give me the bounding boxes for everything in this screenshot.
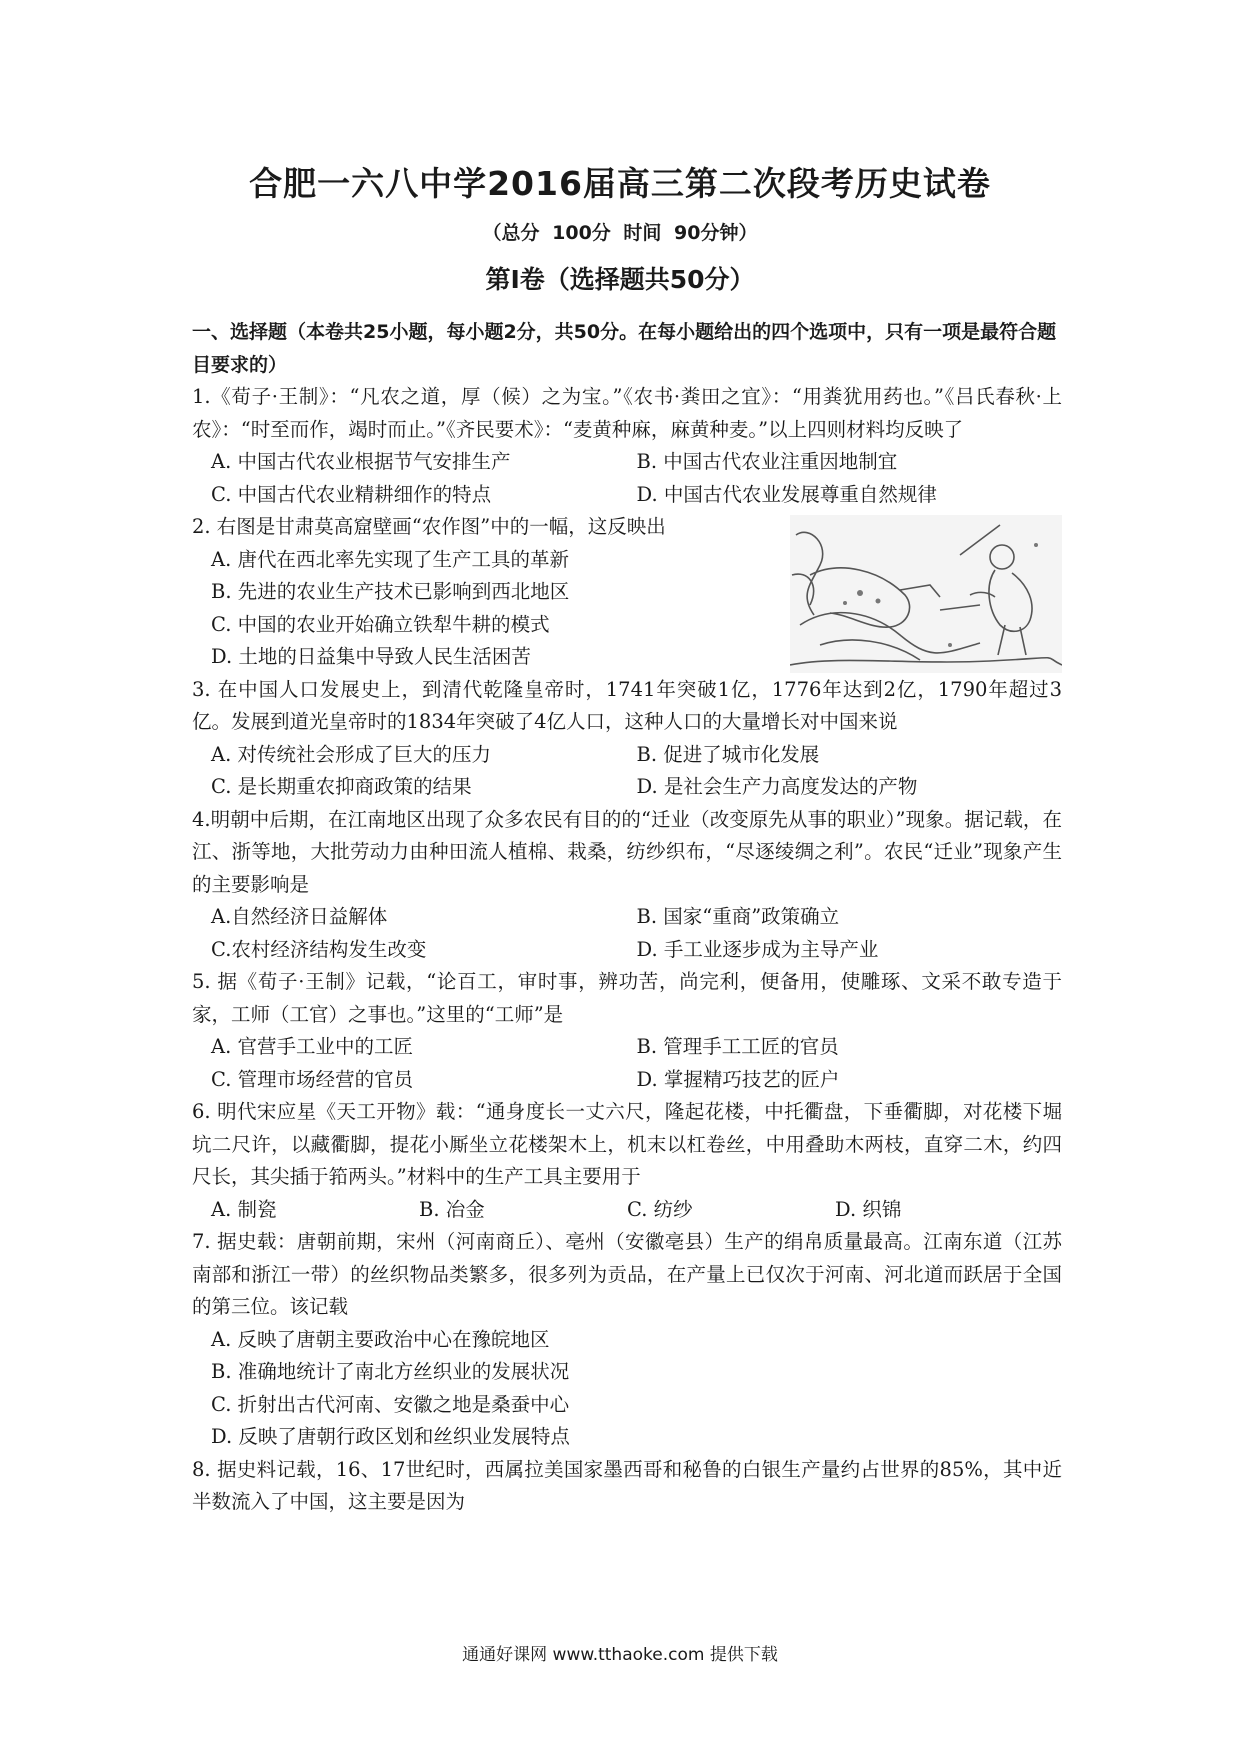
question-stem: 3. 在中国人口发展史上，到清代乾隆皇帝时，1741年突破1亿，1776年达到2亿，1790年超过3亿。发展到道光皇帝时的1834年突破了4亿人口，这种人口的大量增长对中国来说 <box>192 677 1062 733</box>
option-d: D. 土地的日益集中导致人民生活困苦 <box>211 645 531 668</box>
question-1 <box>192 381 1062 511</box>
option-a: A. 制瓷 <box>211 1197 277 1221</box>
option-d: D. 反映了唐朝行政区划和丝织业发展特点 <box>211 1425 570 1448</box>
option-c: C. 管理市场经营的官员 <box>211 1067 414 1091</box>
option-d: D. 手工业逐步成为主导产业 <box>636 937 879 961</box>
question-stem: 1.《荀子·王制》：“凡农之道，厚（候）之为宝。”《农书·粪田之宜》：“用粪犹用药也。”《吕氏春秋·上农》：“时至而作，竭时而止。”《齐民要术》：“麦黄种麻，麻黄种麦。”以上四则材料均反映了 <box>192 385 1062 441</box>
option-c: C.农村经济结构发生改变 <box>211 937 427 961</box>
option-b: B. 管理手工工匠的官员 <box>636 1035 839 1058</box>
question-stem: 5. 据《荀子·王制》记载，“论百工，审时事，辨功苦，尚完利，便备用，使雕琢、文采不敢专造于家，工师（工官）之事也。”这里的“工师”是 <box>192 970 1062 1026</box>
option-a: A.自然经济日益解体 <box>211 905 388 928</box>
option-b: B. 准确地统计了南北方丝织业的发展状况 <box>211 1360 570 1383</box>
option-d: D. 掌握精巧技艺的匠户 <box>636 1067 840 1091</box>
option-b: B. 国家“重商”政策确立 <box>636 905 840 928</box>
question-4 <box>192 804 1062 967</box>
exam-subtitle: （总分 100分 时间 90分钟） <box>482 222 758 244</box>
option-a: A. 对传统社会形成了巨大的压力 <box>211 742 491 766</box>
exam-content <box>192 316 1062 1519</box>
question-5 <box>192 966 1062 1096</box>
page-footer: 通通好课网 www.tthaoke.com 提供下载 <box>462 1645 778 1665</box>
option-c: C. 是长期重农抑商政策的结果 <box>211 775 472 798</box>
option-b: B. 冶金 <box>419 1197 485 1221</box>
question-stem: 2. 右图是甘肃莫高窟壁画“农作图”中的一幅，这反映出 <box>192 515 666 538</box>
options <box>192 1194 1062 1227</box>
mural-farming-image <box>790 515 1062 673</box>
option-c: C. 折射出古代河南、安徽之地是桑蚕中心 <box>211 1392 570 1416</box>
instructions: 一、选择题（本卷共25小题，每小题2分，共50分。在每小题给出的四个选项中，只有一项是最符合题目要求的） <box>192 321 1057 376</box>
question-6 <box>192 1096 1062 1226</box>
question-stem: 4.明朝中后期，在江南地区出现了众多农民有目的的“迁业（改变原先从事的职业）”现象。据记载，在江、浙等地，大批劳动力由种田流人植棉、栽桑，纺纱织布，“尽逐绫绸之利”。农民“迁业”现象产生的主要影响是 <box>192 807 1062 896</box>
option-d: D. 是社会生产力高度发达的产物 <box>636 775 918 798</box>
option-c: C. 中国的农业开始确立铁犁牛耕的模式 <box>211 612 550 636</box>
options <box>192 1031 1062 1096</box>
section-title: 第I卷（选择题共50分） <box>485 265 755 294</box>
page-title: 合肥一六八中学2016届高三第二次段考历史试卷 <box>249 164 991 203</box>
question-2 <box>192 511 1062 674</box>
option-d: D. 织锦 <box>835 1197 902 1221</box>
option-b: B. 促进了城市化发展 <box>636 742 820 766</box>
options <box>192 446 1062 511</box>
option-d: D. 中国古代农业发展尊重自然规律 <box>636 482 937 506</box>
question-stem: 8. 据史料记载，16、17世纪时，西属拉美国家墨西哥和秘鲁的白银生产量约占世界的85%，其中近半数流入了中国，这主要是因为 <box>192 1457 1062 1513</box>
option-a: A. 官营手工业中的工匠 <box>211 1035 413 1058</box>
options <box>192 739 1062 804</box>
option-a: A. 中国古代农业根据节气安排生产 <box>211 450 511 473</box>
question-stem: 6. 明代宋应星《天工开物》载：“通身度长一丈六尺，隆起花楼，中托衢盘，下垂衢脚，对花楼下堀坑二尺许，以藏衢脚，提花小厮坐立花楼架木上，机末以杠卷丝，中用叠助木两枝，直穿二木，约四尺长，其尖插于筘两头。”材料中的生产工具主要用于 <box>192 1100 1062 1188</box>
question-stem: 7. 据史载：唐朝前期，宋州（河南商丘）、亳州（安徽亳县）生产的绢帛质量最高。江南东道（江苏南部和浙江一带）的丝织物品类繁多，很多列为贡品，在产量上已仅次于河南、河北道而跃居于全国的第三位。该记载 <box>192 1230 1062 1318</box>
question-7 <box>192 1226 1062 1454</box>
option-c: C. 中国古代农业精耕细作的特点 <box>211 482 492 506</box>
question-3 <box>192 674 1062 804</box>
options <box>192 901 1062 966</box>
option-b: B. 先进的农业生产技术已影响到西北地区 <box>211 580 570 603</box>
option-a: A. 唐代在西北率先实现了生产工具的革新 <box>211 547 569 571</box>
options <box>192 1324 1062 1454</box>
option-b: B. 中国古代农业注重因地制宜 <box>636 450 898 473</box>
option-a: A. 反映了唐朝主要政治中心在豫皖地区 <box>211 1327 550 1351</box>
question-8 <box>192 1454 1062 1519</box>
option-c: C. 纺纱 <box>627 1197 693 1221</box>
